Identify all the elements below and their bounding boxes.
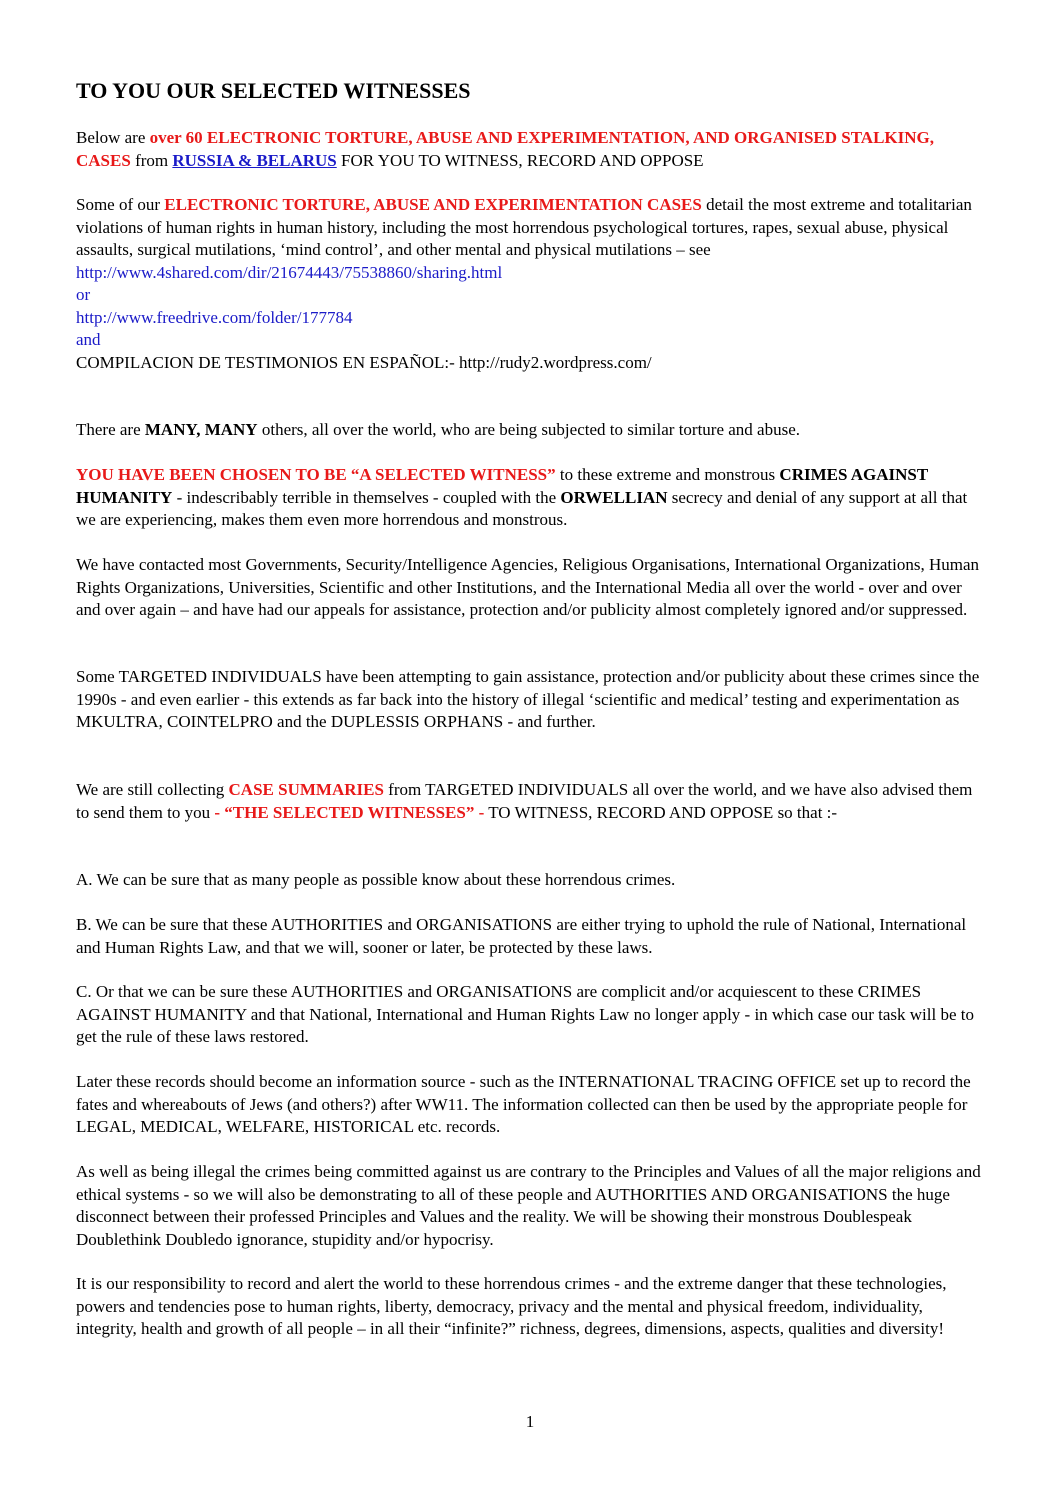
crimes-bold: CRIMES AGAINST HUMANITY xyxy=(76,465,928,507)
responsibility-paragraph: It is our responsibility to record and alert the world to these horrendous crimes - and the extreme danger that these technologies, powers and tendencies pose to human rights, liberty, democracy, privacy and the mental and physical freedom, individuality, integrity, health and growth of all people – in all their “infinite?” richness, degrees, dimensions, aspects, qualities and diversity! xyxy=(76,1274,947,1338)
intro-text-1: Below are xyxy=(76,128,150,147)
intro-text-2: from xyxy=(130,150,173,170)
intro-paragraph xyxy=(76,127,984,172)
orwellian-bold: ORWELLIAN xyxy=(560,487,668,507)
page-number: 1 xyxy=(525,1412,535,1431)
records-paragraph: Later these records should become an information source - such as the INTERNATIONAL TRACING OFFICE set up to record the fates and whereabouts of Jews (and others?) after WW11. The information collected can then be used by the appropriate people for LEGAL, MEDICAL, WELFARE, HISTORICAL etc. records. xyxy=(76,1072,971,1136)
cases-text-1: Some of our xyxy=(76,195,165,214)
or-text: or xyxy=(76,285,91,304)
chosen-paragraph xyxy=(76,464,984,532)
collecting-text-2: from TARGETED INDIVIDUALS all over the world, and we have also advised them to send them to you xyxy=(76,780,973,822)
selected-witnesses-highlight: - “THE SELECTED WITNESSES” - xyxy=(214,802,485,822)
cases-text-2: detail the most extreme and totalitarian violations of human rights in human history, including the most horrendous psychological tortures, rapes, sexual abuse, physical assaults, surgical mutilations, ‘mind control’, and other mental and physical mutilations – see xyxy=(76,195,972,259)
point-c: C. Or that we can be sure these AUTHORITIES and ORGANISATIONS are complicit and/or acquiescent to these CRIMES AGAINST HUMANITY and that National, International and Human Rights Law no longer apply - in which case our task will be to get the rule of these laws restored. xyxy=(76,982,974,1046)
targeted-individuals-paragraph: Some TARGETED INDIVIDUALS have been attempting to gain assistance, protection and/or publicity about these crimes since the 1990s - and even earlier - this extends as far back into the history of illegal ‘scientific and medical’ testing and experimentation as MKULTRA, COINTELPRO and the DUPLESSIS ORPHANS - and further. xyxy=(76,667,980,731)
many-text-2: others, all over the world, who are being subjected to similar torture and abuse. xyxy=(257,420,801,439)
compilacion-text: COMPILACION DE TESTIMONIOS EN ESPAÑOL:- http://rudy2.wordpress.com/ xyxy=(76,352,652,372)
many-text-1: There are xyxy=(76,420,145,439)
url-freedrive-link[interactable]: http://www.freedrive.com/folder/177784 xyxy=(76,307,353,327)
cases-paragraph xyxy=(76,194,984,374)
page-title: TO YOU OUR SELECTED WITNESSES xyxy=(76,78,471,103)
many-bold: MANY, MANY xyxy=(144,420,258,439)
cases-highlight: ELECTRONIC TORTURE, ABUSE AND EXPERIMENTATION CASES xyxy=(164,195,702,214)
intro-text-3: FOR YOU TO WITNESS, RECORD AND OPPOSE xyxy=(336,150,704,170)
chosen-text-2: - indescribably terrible in themselves - coupled with the xyxy=(172,487,561,507)
collecting-paragraph xyxy=(76,779,984,824)
collecting-text-3: TO WITNESS, RECORD AND OPPOSE so that :- xyxy=(484,802,838,822)
case-summaries-highlight: CASE SUMMARIES xyxy=(228,780,384,799)
russia-belarus-link[interactable]: RUSSIA & BELARUS xyxy=(172,150,337,170)
contacted-paragraph: We have contacted most Governments, Security/Intelligence Agencies, Religious Organisations, International Organizations, Human Rights Organizations, Universities, Scientific and other Institutions, and the International Media all over the world - over and over and over again – and have had our appeals for assistance, protection and/or publicity almost completely ignored and/or suppressed. xyxy=(76,555,980,619)
intro-highlight: over 60 ELECTRONIC TORTURE, ABUSE AND EXPERIMENTATION, AND ORGANISED STALKING, CASES xyxy=(76,128,935,170)
illegal-paragraph: As well as being illegal the crimes being committed against us are contrary to the Principles and Values of all the major religions and ethical systems - so we will also be demonstrating to all of these people and AUTHORITIES AND ORGANISATIONS the huge disconnect between their professed Principles and Values and the reality. We will be showing their monstrous Doublespeak Doublethink Doubledo ignorance, stupidity and/or hypocrisy. xyxy=(76,1162,981,1249)
cases-text xyxy=(76,194,984,262)
chosen-text-1: to these extreme and monstrous xyxy=(555,465,780,484)
and-text: and xyxy=(76,330,101,349)
point-b: B. We can be sure that these AUTHORITIES and ORGANISATIONS are either trying to uphold the rule of National, International and Human Rights Law, and that we will, sooner or later, be protected by these laws. xyxy=(76,915,967,957)
chosen-text-3: secrecy and denial of any support at all that we are experiencing, makes them even more horrendous and monstrous. xyxy=(76,487,968,529)
url-4shared-link[interactable]: http://www.4shared.com/dir/21674443/75538860/sharing.html xyxy=(76,262,503,282)
many-others-paragraph xyxy=(76,419,984,442)
chosen-highlight: YOU HAVE BEEN CHOSEN TO BE “A SELECTED WITNESS” xyxy=(76,465,556,484)
collecting-text-1: We are still collecting xyxy=(76,780,229,799)
point-a: A. We can be sure that as many people as possible know about these horrendous crimes. xyxy=(76,870,676,889)
